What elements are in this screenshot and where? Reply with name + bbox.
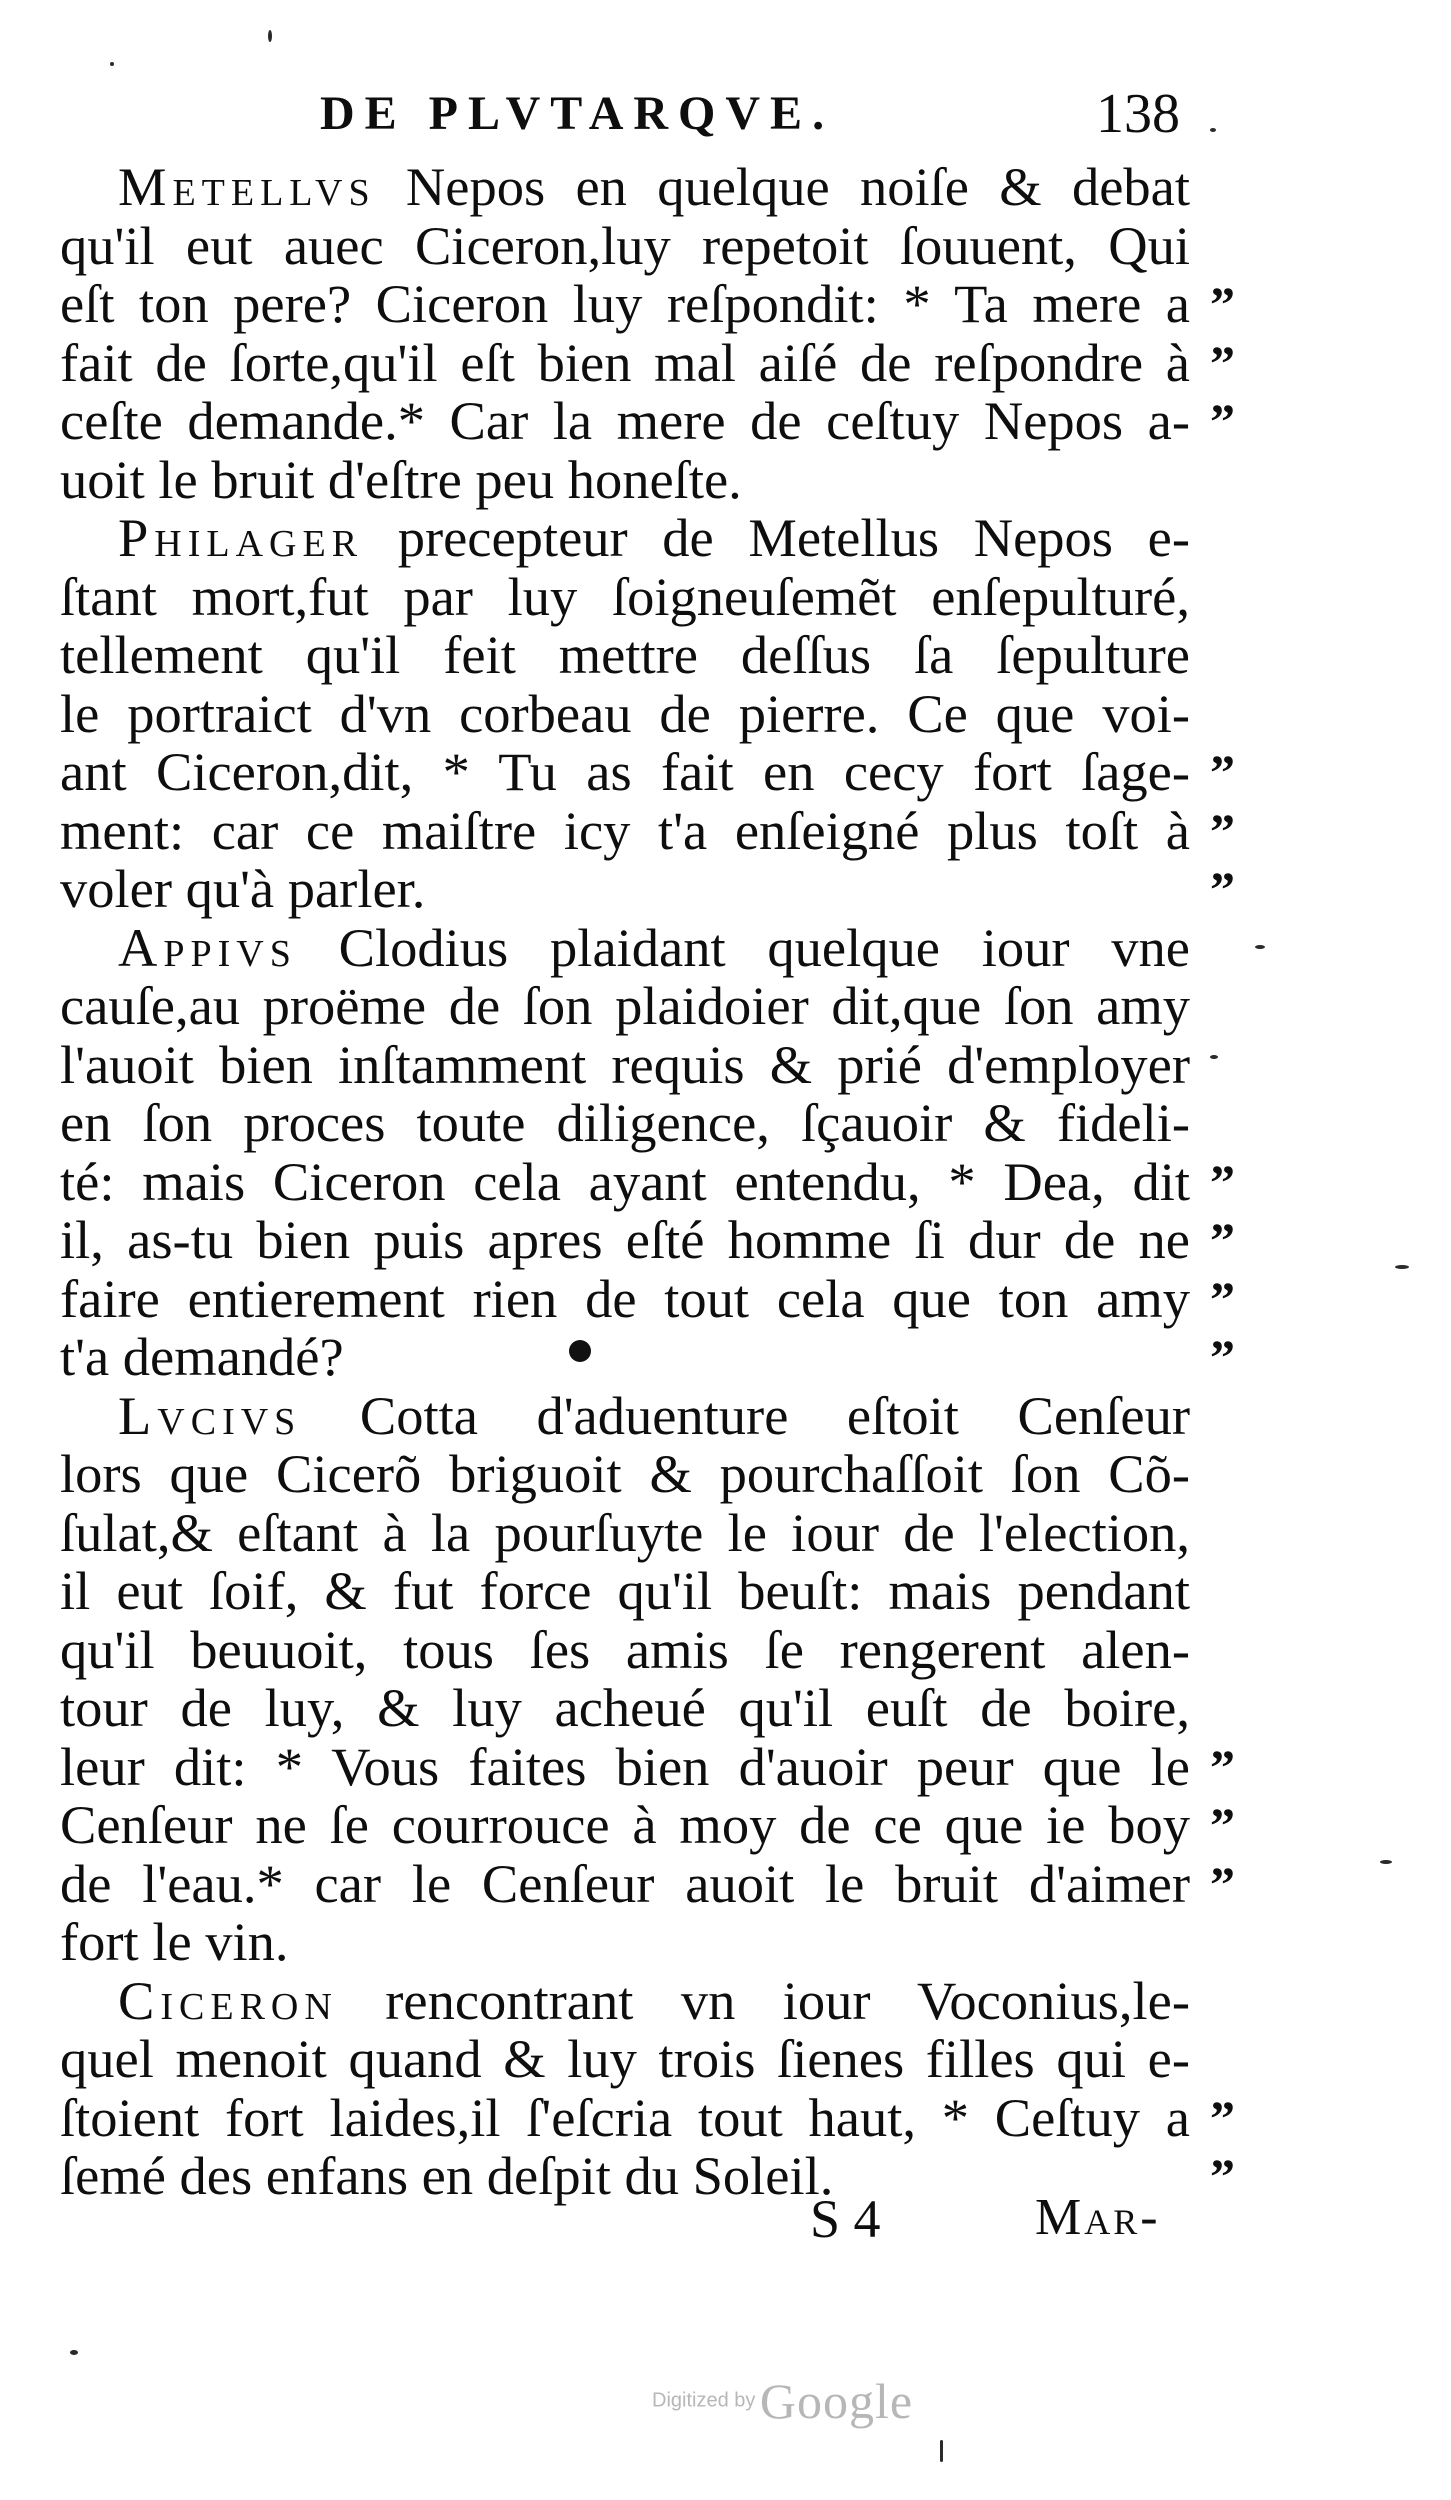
margin-quote-mark: ” <box>1210 802 1237 859</box>
line-text: il, as-tu bien puis apres eſté homme ſi dur de ne <box>60 1209 1190 1270</box>
line-text: t'a demandé? <box>60 1326 344 1387</box>
margin-quote-mark: ” <box>1210 1270 1237 1327</box>
text-line <box>60 2030 1190 2089</box>
page-speck <box>1380 1860 1392 1864</box>
page-speck <box>268 30 272 42</box>
line-text: l'auoit bien inſtamment requis & prié d'employer <box>60 1033 1190 1095</box>
line-text: tour de luy, & luy acheué qu'il euſt de boire, <box>60 1677 1190 1738</box>
text-line <box>60 509 1190 568</box>
paragraph-lead-name: Metellvs <box>118 156 376 217</box>
line-text: faire entierement rien de tout cela que ton amy <box>60 1267 1190 1329</box>
text-line <box>60 1501 1190 1563</box>
running-title: DE PLVTARQVE. <box>320 87 835 140</box>
line-text: Cenſeur ne ſe courrouce à moy de ce que ie boy <box>60 1794 1190 1855</box>
margin-quote-mark: ” <box>1210 1153 1237 1210</box>
page-speck <box>940 2440 943 2462</box>
line-text: il eut ſoif, & fut force qu'il beuſt: mais pendant <box>60 1560 1190 1621</box>
line-text: eſt ton pere? Ciceron luy reſpondit: * Ta mere a <box>60 273 1190 334</box>
text-line <box>60 1384 1190 1446</box>
text-line <box>60 1969 1190 2031</box>
line-text: ceſte demande.* Car la mere de ceſtuy Nepos a- <box>60 390 1190 451</box>
margin-quote-mark: ” <box>1210 1855 1237 1912</box>
text-line <box>60 158 1190 217</box>
page-number: 138 <box>1096 83 1180 145</box>
margin-quote-mark: ” <box>1210 334 1237 391</box>
page-speck <box>70 2350 78 2355</box>
catchword: Mar- <box>1035 2189 1161 2246</box>
line-text: Philager precepteur de Metellus Nepos e- <box>118 507 1190 568</box>
signature-mark: S 4 <box>810 2189 881 2249</box>
line-text: ment: car ce maiſtre icy t'a enſeigné plus toſt à <box>60 799 1190 861</box>
text-line <box>60 1094 1190 1153</box>
line-text: fait de ſorte,qu'il eſt bien mal aiſé de reſpondre à <box>60 331 1190 393</box>
line-text: qu'il eut auec Ciceron,luy repetoit ſouuent, Qui <box>60 214 1190 276</box>
line-text: en ſon proces toute diligence, ſçauoir & fideli- <box>60 1092 1190 1153</box>
line-text: leur dit: * Vous faites bien d'auoir peur que le <box>60 1735 1190 1797</box>
line-text: ant Ciceron,dit, * Tu as fait en cecy fort ſage- <box>60 741 1190 802</box>
line-text: ſemé des enfans en deſpit du Soleil. <box>60 2145 834 2206</box>
line-text: Ciceron rencontrant vn iour Voconius,le- <box>118 1969 1190 2031</box>
text-line <box>60 682 1190 744</box>
text-line <box>60 565 1190 627</box>
line-text: Appivs Clodius plaidant quelque iour vne <box>118 916 1190 978</box>
text-line <box>60 741 1237 802</box>
margin-quote-mark: ” <box>1210 1738 1237 1795</box>
text-line <box>60 2086 1237 2148</box>
text-line <box>60 799 1237 861</box>
text-line <box>60 2145 1237 2206</box>
text-line <box>60 1150 1237 1212</box>
text-line <box>60 1267 1237 1329</box>
margin-quote-mark: ” <box>1210 276 1237 332</box>
text-line <box>60 331 1237 393</box>
text-line <box>60 1445 1190 1504</box>
watermark-prefix: Digitized by <box>652 2389 756 2412</box>
margin-quote-mark: ” <box>1210 1797 1237 1853</box>
line-text: té: mais Ciceron cela ayant entendu, * Dea, dit <box>60 1150 1190 1212</box>
ink-blot <box>569 1340 591 1362</box>
paragraph-lead-name: Philager <box>118 507 364 568</box>
text-line <box>60 916 1190 978</box>
line-text: Lvcivs Cotta d'aduenture eſtoit Cenſeur <box>118 1384 1190 1446</box>
line-text: ſtoient fort laides,il ſ'eſcria tout haut, * Ceſtuy a <box>60 2086 1190 2148</box>
text-line <box>60 1209 1237 1270</box>
line-text: tellement qu'il feit mettre deſſus ſa ſepulture <box>60 624 1190 685</box>
paragraph-lead-name: Lvcivs <box>118 1384 302 1446</box>
margin-quote-mark: ” <box>1210 393 1237 449</box>
line-text: quel menoit quand & luy trois ſienes filles qui e- <box>60 2028 1190 2089</box>
margin-quote-mark: ” <box>1210 2089 1237 2146</box>
text-line <box>60 390 1237 451</box>
text-line <box>60 1562 1190 1621</box>
line-text: cauſe,au proëme de ſon plaidoier dit,que ſon amy <box>60 975 1190 1036</box>
line-text: ſulat,& eſtant à la pourſuyte le iour de l'election, <box>60 1501 1190 1563</box>
text-line <box>60 1033 1190 1095</box>
margin-quote-mark: ” <box>1210 1212 1237 1268</box>
text-line <box>60 273 1237 334</box>
line-text: de l'eau.* car le Cenſeur auoit le bruit d'aimer <box>60 1852 1190 1914</box>
text-line <box>60 1679 1190 1738</box>
google-logo: Google <box>759 2373 914 2429</box>
paragraph-lead-name: Ciceron <box>118 1969 338 2031</box>
text-line <box>60 1913 1190 1972</box>
text-line <box>60 1852 1237 1914</box>
margin-quote-mark: ” <box>1210 2148 1237 2204</box>
text-line <box>60 1618 1190 1680</box>
line-text: uoit le bruit d'eſtre peu honeſte. <box>60 448 742 510</box>
line-text: le portraict d'vn corbeau de pierre. Ce que voi- <box>60 682 1190 744</box>
page-speck <box>1395 1265 1409 1269</box>
running-head <box>320 82 1180 152</box>
text-line <box>60 1326 1237 1387</box>
margin-quote-mark: ” <box>1210 744 1237 800</box>
text-line <box>60 1735 1237 1797</box>
body-text <box>60 156 1237 2206</box>
line-text: lors que Cicerõ briguoit & pourchaſſoit ſon Cõ- <box>60 1443 1190 1504</box>
digitization-watermark <box>652 2372 913 2430</box>
text-line <box>60 214 1190 276</box>
paragraph-lead-name: Appivs <box>118 916 297 978</box>
line-text: Metellvs Nepos en quelque noiſe & debat <box>118 156 1190 217</box>
margin-quote-mark: ” <box>1210 1329 1237 1385</box>
page-speck <box>1210 128 1216 132</box>
page-speck <box>110 62 114 66</box>
margin-quote-mark: ” <box>1210 861 1237 917</box>
line-text: ſtant mort,fut par luy ſoigneuſemẽt enſepulturé, <box>60 565 1190 627</box>
text-line <box>60 626 1190 685</box>
line-text: qu'il beuuoit, tous ſes amis ſe rengerent alen- <box>60 1618 1190 1680</box>
page-speck <box>1210 1055 1218 1059</box>
line-text: voler qu'à parler. <box>60 858 426 919</box>
line-text: fort le vin. <box>60 1911 289 1972</box>
text-line <box>60 448 1190 510</box>
text-line <box>60 977 1190 1036</box>
text-line <box>60 1794 1237 1855</box>
page-speck <box>1255 945 1265 949</box>
text-line <box>60 858 1237 919</box>
